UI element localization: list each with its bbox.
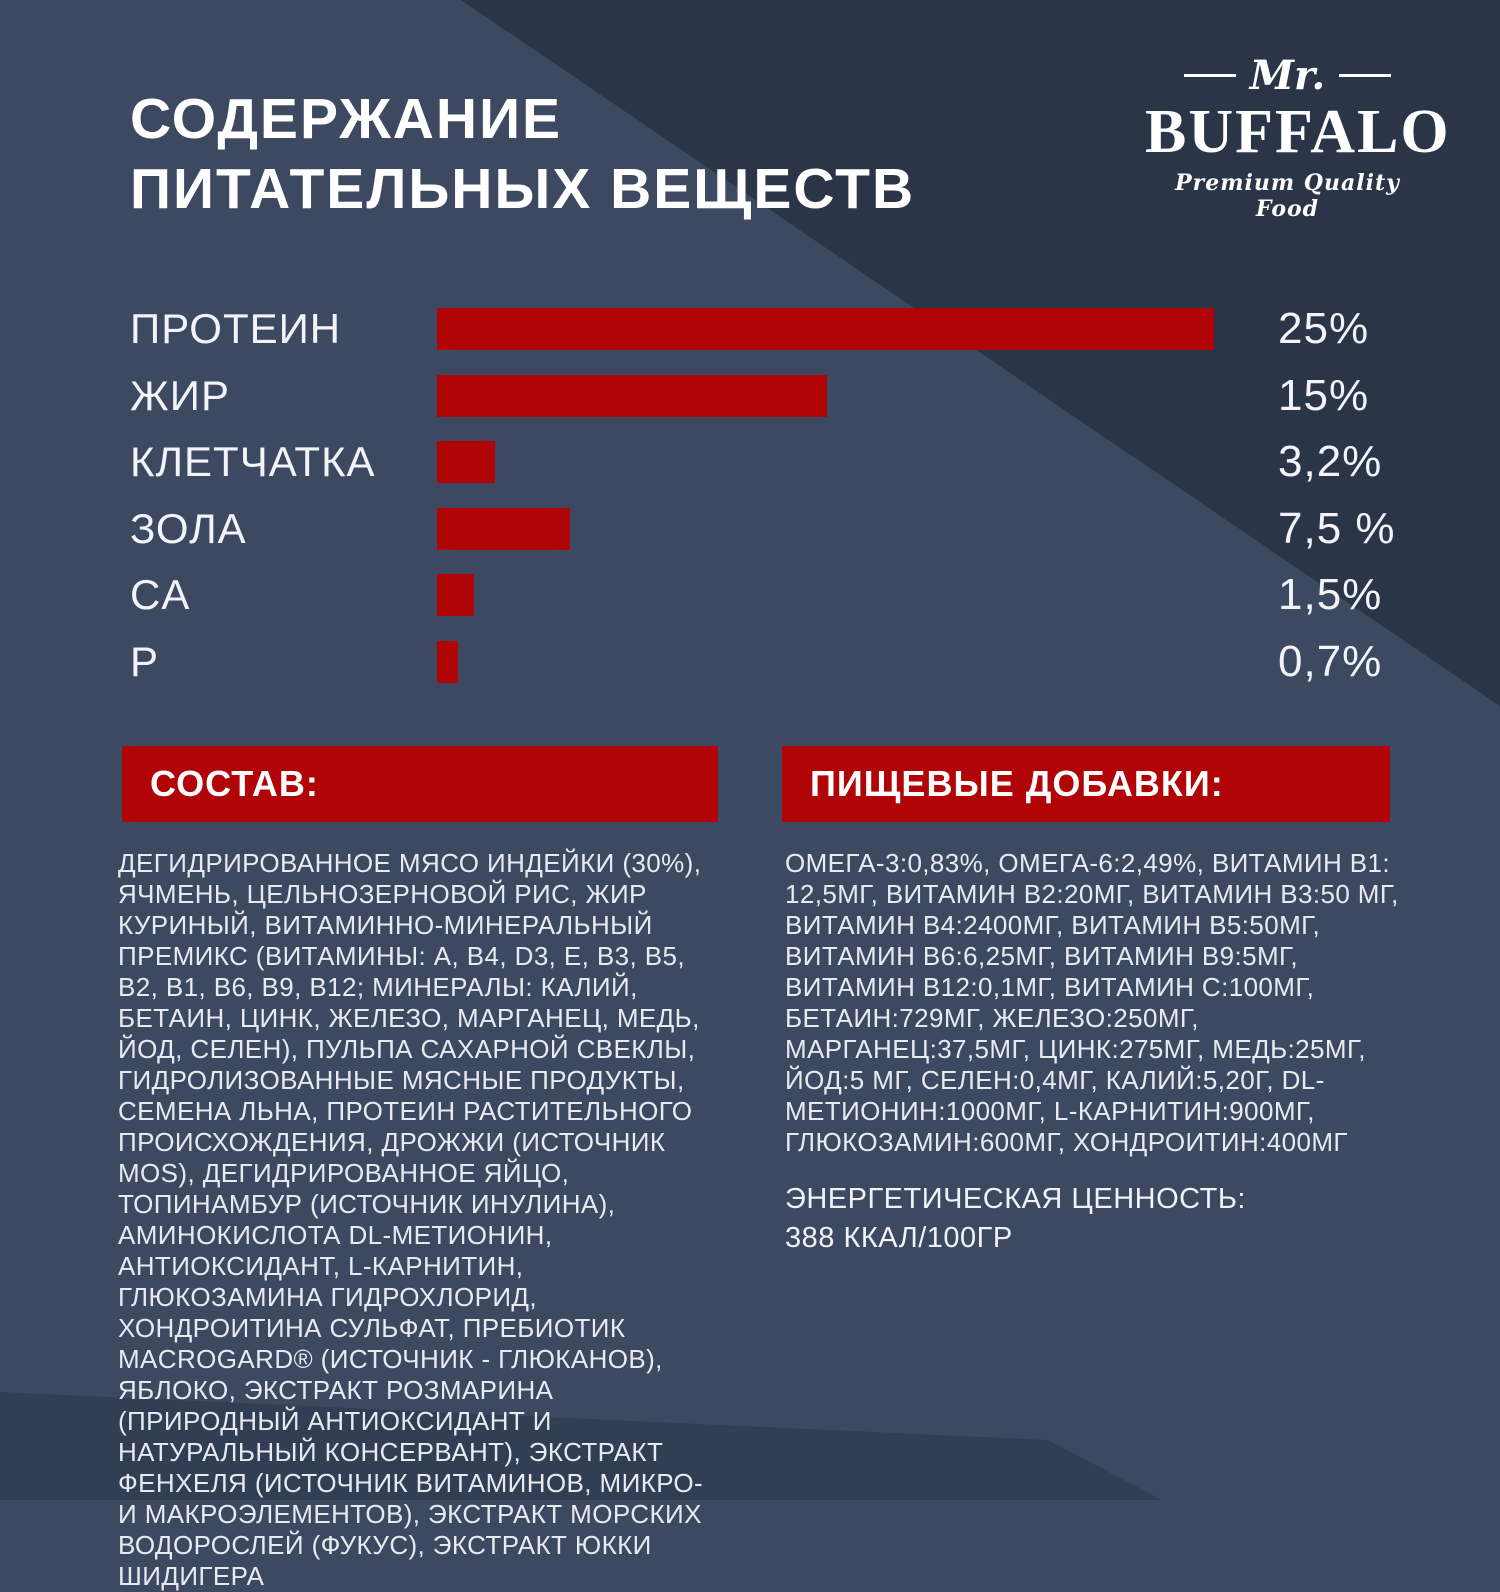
composition-text: ДЕГИДРИРОВАННОЕ МЯСО ИНДЕЙКИ (30%), ЯЧМЕНЬ, ЦЕЛЬНОЗЕРНОВОЙ РИС, ЖИР КУРИНЫЙ, ВИТАМИННО-МИНЕРАЛЬНЫЙ ПРЕМИКС (ВИТАМИНЫ: А, В4, D3, Е, В3, В5, В2, В1, В6, В9, В12; МИНЕРАЛЫ: КАЛИЙ, БЕТАИН, ЦИНК, ЖЕЛЕЗО, МАРГАНЕЦ, МЕДЬ, ЙОД, СЕЛЕН), ПУЛЬПА САХАРНОЙ СВЕКЛЫ, ГИДРОЛИЗОВАННЫЕ МЯСНЫЕ ПРОДУКТЫ, СЕМЕНА ЛЬНА, ПРОТЕИН РАСТИТЕЛЬНОГО ПРОИСХОЖДЕНИЯ, ДРОЖЖИ (ИСТОЧНИК MOS), ДЕГИДРИРОВАННОЕ ЯЙЦО, ТОПИНАМБУР (ИСТОЧНИК ИНУЛИНА), АМИНОКИСЛОТА DL-МЕТИОНИН, АНТИОКСИДАНТ, L-КАРНИТИН, ГЛЮКОЗАМИНА ГИДРОХЛОРИД, ХОНДРОИТИНА СУЛЬФАТ, ПРЕБИОТИК MACROGARD® (ИСТОЧНИК - ГЛЮКАНОВ), ЯБЛОКО, ЭКСТРАКТ РОЗМАРИНА (ПРИРОДНЫЙ АНТИОКСИДАНТ И НАТУРАЛЬНЫЙ КОНСЕРВАНТ), ЭКСТРАКТ ФЕНХЕЛЯ (ИСТОЧНИК ВИТАМИНОВ, МИКРО- И МАКРОЭЛЕМЕНТОВ), ЭКСТРАКТ МОРСКИХ ВОДОРОСЛЕЙ (ФУКУС), ЭКСТРАКТ ЮККИ ШИДИГЕРА [118, 848, 704, 1591]
nutrient-label: ЖИР [130, 371, 230, 419]
energy-amount: 388 ККАЛ/100ГР [785, 1222, 1013, 1254]
nutrient-bar [437, 574, 474, 616]
nutrient-chart [0, 0, 1500, 700]
brand-wordmark: BUFFALO [1145, 98, 1451, 166]
nutrient-label: ПРОТЕИН [130, 305, 342, 352]
nutrient-label: КЛЕТЧАТКА [130, 438, 376, 485]
nutrient-label: ЗОЛА [130, 504, 247, 552]
energy-label: ЭНЕРГЕТИЧЕСКАЯ ЦЕННОСТЬ: [785, 1183, 1246, 1215]
nutrient-bar-track [437, 441, 1220, 483]
composition-header [122, 746, 718, 822]
page-title-line-2: ПИТАТЕЛЬНЫХ ВЕЩЕСТВ [130, 157, 916, 221]
nutrient-bar-track [437, 375, 1220, 417]
chart-row [130, 503, 1450, 553]
additives-header-label: ПИЩЕВЫЕ ДОБАВКИ: [810, 763, 1224, 804]
chart-row [130, 570, 1450, 619]
nutrient-bar [437, 441, 495, 483]
chart-row [130, 304, 1450, 353]
nutrient-label: CA [130, 571, 191, 618]
nutrient-bar-track [437, 574, 1220, 616]
nutrient-value: 0,7% [1278, 636, 1383, 686]
nutrient-bar-track [437, 641, 1220, 683]
brand-tagline: Premium Quality Food [1175, 170, 1400, 222]
composition-header-label: СОСТАВ: [150, 763, 319, 804]
chart-row [130, 370, 1450, 420]
nutrient-value: 25% [1278, 304, 1370, 353]
nutrient-value: 7,5 % [1278, 503, 1396, 553]
nutrient-bar-track [437, 308, 1220, 350]
nutrient-bar [437, 508, 570, 550]
page-title-line-1: СОДЕРЖАНИЕ [130, 87, 563, 151]
energy-value-block [785, 1180, 1435, 1258]
nutrient-bar-track [437, 508, 1220, 550]
nutrient-value: 3,2% [1278, 437, 1383, 486]
chart-row [130, 636, 1450, 686]
chart-row [130, 437, 1450, 486]
nutrient-bar [437, 641, 458, 683]
additives-header [782, 746, 1390, 822]
additives-text: ОМЕГА-3:0,83%, ОМЕГА-6:2,49%, ВИТАМИН В1: 12,5МГ, ВИТАМИН В2:20МГ, ВИТАМИН В3:50 МГ, ВИТАМИН В4:2400МГ, ВИТАМИН В5:50МГ, ВИТАМИН В6:6,25МГ, ВИТАМИН В9:5МГ, ВИТАМИН В12:0,1МГ, ВИТАМИН С:100МГ, БЕТАИН:729МГ, ЖЕЛЕЗО:250МГ, МАРГАНЕЦ:37,5МГ, ЦИНК:275МГ, МЕДЬ:25МГ, ЙОД:5 МГ, СЕЛЕН:0,4МГ, КАЛИЙ:5,20Г, DL-МЕТИОНИН:1000МГ, L-КАРНИТИН:900МГ, ГЛЮКОЗАМИН:600МГ, ХОНДРОИТИН:400МГ [785, 848, 1399, 1157]
brand-prefix: Mr. [1249, 51, 1326, 99]
nutrient-bar [437, 375, 827, 417]
nutrient-value: 1,5% [1278, 570, 1383, 619]
nutrient-label: P [130, 637, 160, 685]
nutrient-bar [437, 308, 1214, 350]
nutrient-value: 15% [1278, 370, 1370, 420]
